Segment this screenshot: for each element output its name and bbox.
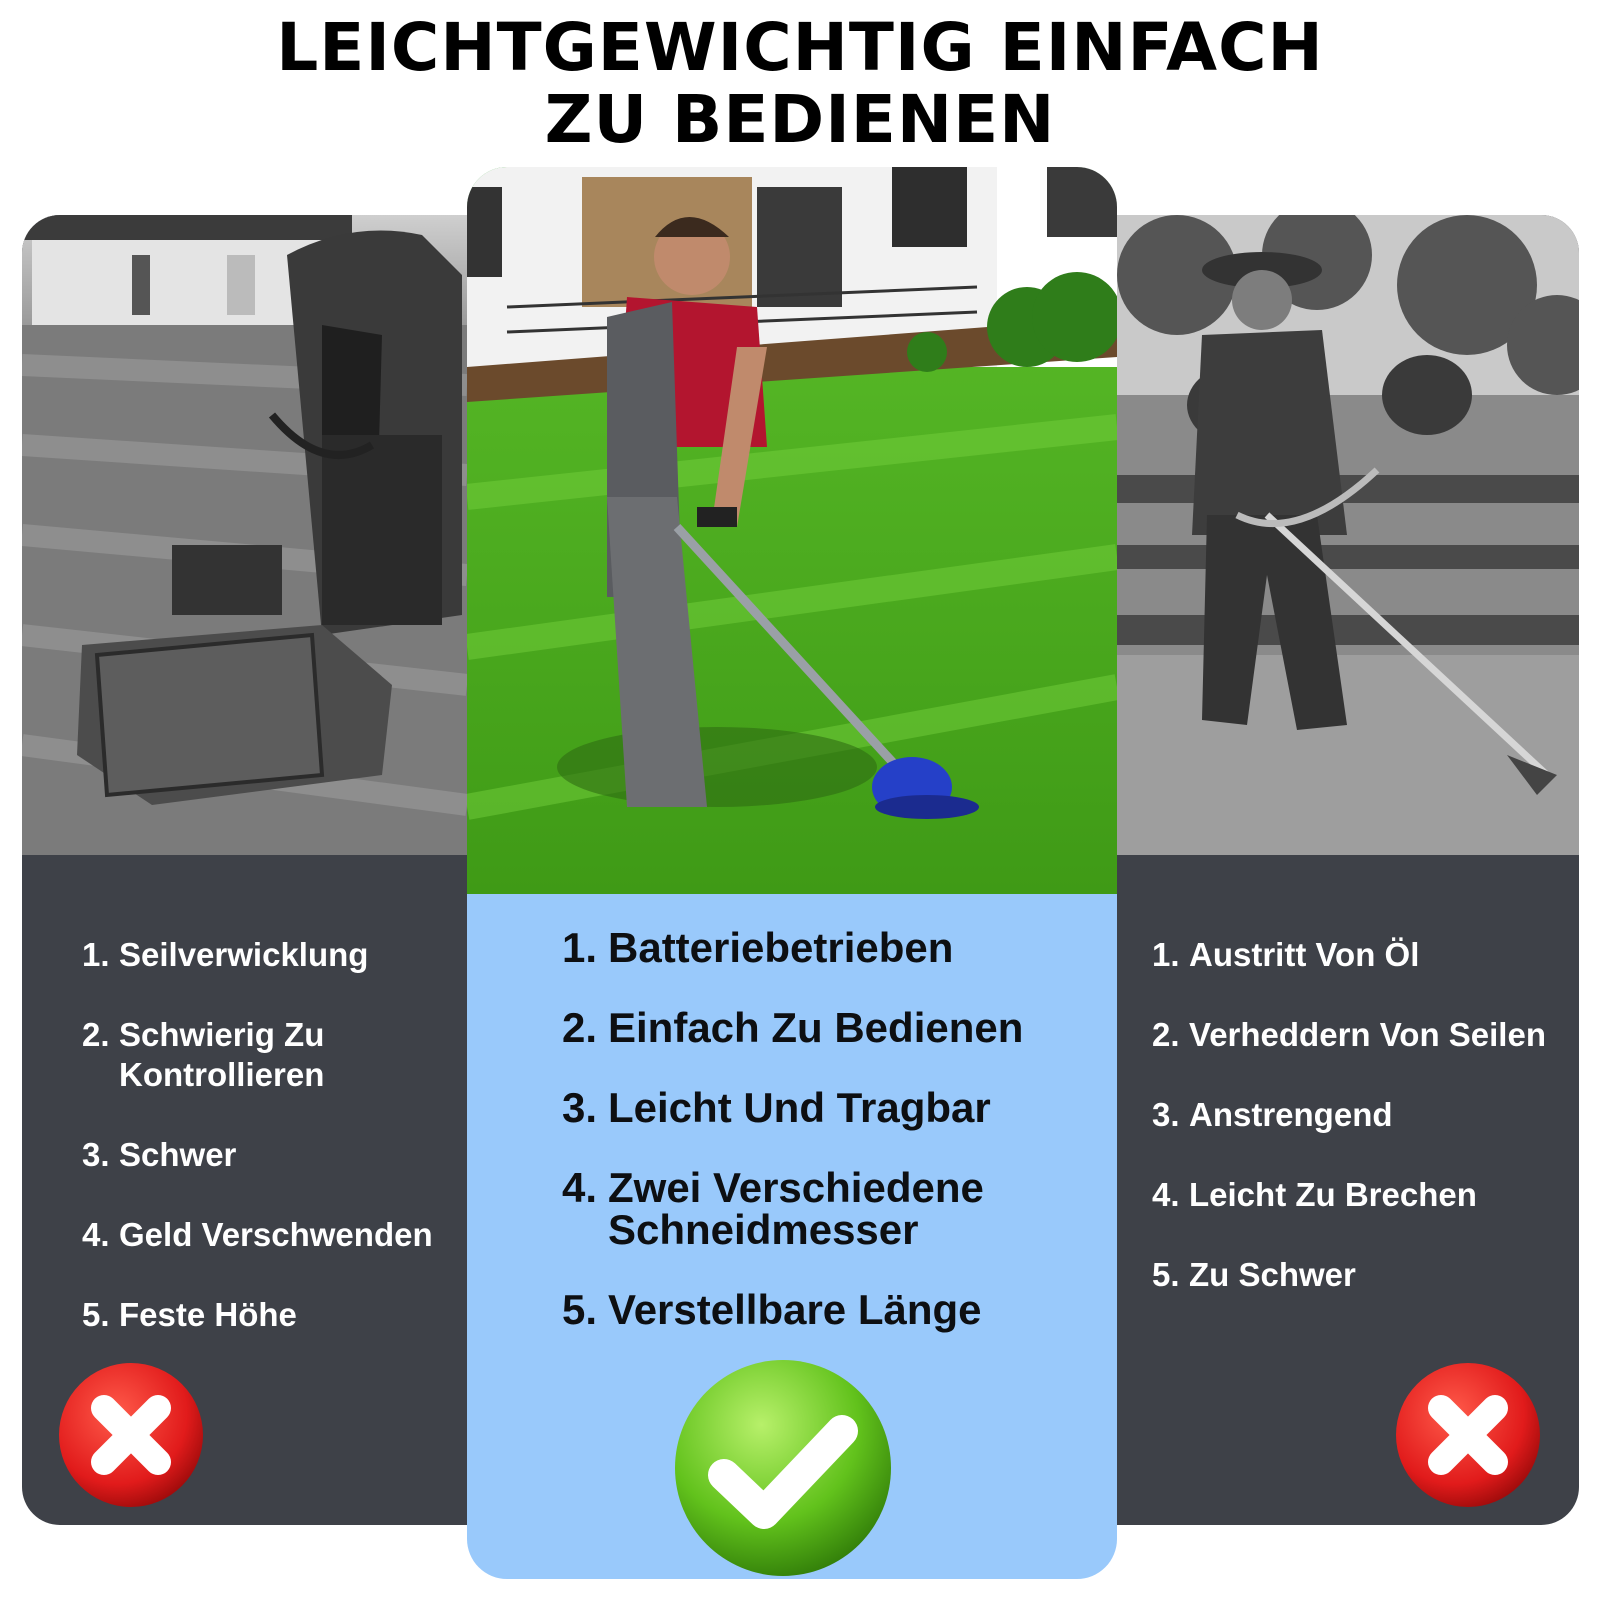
reel-mower-photo (22, 215, 467, 855)
right-comparison-panel (1117, 215, 1579, 1525)
list-item: 3. Schwer (82, 1136, 237, 1173)
list-item: 5. Zu Schwer (1152, 1256, 1356, 1293)
list-item: 1. Austritt Von Öl (1152, 936, 1420, 973)
center-benefit-list (562, 924, 1102, 1369)
left-comparison-panel (22, 215, 467, 1525)
red-x-icon (1393, 1360, 1543, 1510)
right-drawback-list (1152, 935, 1572, 1335)
list-item: 2. Verheddern Von Seilen (1152, 1016, 1546, 1053)
left-drawback-list (82, 935, 462, 1375)
list-item: 3. Anstrengend (1152, 1096, 1393, 1133)
red-x-icon (56, 1360, 206, 1510)
list-item: 4. Zwei Verschiedene Schneidmesser (562, 1164, 984, 1253)
list-item: 4. Leicht Zu Brechen (1152, 1176, 1477, 1213)
list-item: 4. Geld Verschwenden (82, 1216, 433, 1253)
title-line-2: ZU BEDIENEN (544, 81, 1056, 158)
center-comparison-panel (467, 167, 1117, 1579)
list-item: 3. Leicht Und Tragbar (562, 1084, 991, 1131)
list-item: 2. Einfach Zu Bedienen (562, 1004, 1024, 1051)
list-item: 1. Batteriebetrieben (562, 924, 954, 971)
green-check-icon (672, 1357, 894, 1579)
title-line-1: LEICHTGEWICHTIG EINFACH (276, 9, 1324, 86)
brush-cutter-photo (1117, 215, 1579, 855)
list-item: 1. Seilverwicklung (82, 936, 369, 973)
list-item: 5. Feste Höhe (82, 1296, 297, 1333)
list-item: 5. Verstellbare Länge (562, 1286, 982, 1333)
cordless-trimmer-photo (467, 167, 1117, 894)
list-item: 2. Schwierig Zu Kontrollieren (82, 1016, 325, 1093)
page-title (0, 9, 1600, 158)
